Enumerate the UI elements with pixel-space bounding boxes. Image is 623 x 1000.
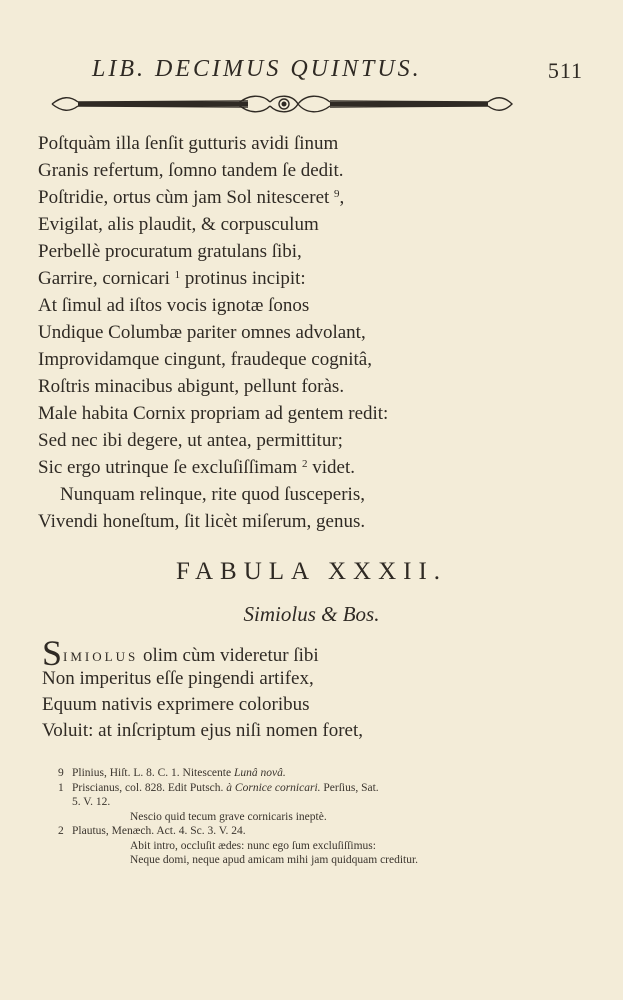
verse-line <box>38 157 578 184</box>
verse-line-text: Sed nec ibi degere, ut antea, permittitur; <box>38 430 343 451</box>
verse-line-tail: videt. <box>307 457 356 478</box>
footnote-ref: 2 <box>302 458 308 470</box>
verse-line: Voluit: at inſcriptum ejus niſi nomen foret, <box>42 720 364 741</box>
footnote <box>58 810 568 825</box>
footnote-ref: 1 <box>174 269 181 281</box>
verse-line <box>38 265 578 292</box>
footnote-text: Perſius, Sat. <box>320 781 379 794</box>
verse-line-tail: , <box>339 187 345 208</box>
verse-line <box>38 319 578 346</box>
footnote-number: 9 <box>58 767 64 779</box>
verse-line <box>38 508 578 535</box>
footnote <box>58 853 568 868</box>
footnote-number: 2 <box>58 825 64 837</box>
page-number: 511 <box>547 58 583 83</box>
verse-line-text: Garrire, cornicari <box>38 268 170 289</box>
verse-line-text: olim cùm videretur ſibi <box>138 645 319 666</box>
verse-line-text: Vivendi honeſtum, ſit licèt miſerum, genus. <box>38 511 366 532</box>
footnote <box>58 795 568 810</box>
footnote-number: 1 <box>58 781 64 794</box>
verse-line <box>38 400 578 427</box>
verse-line: Equum nativis exprimere coloribus <box>42 694 310 715</box>
verse-line <box>38 130 578 157</box>
footnote-text: Nescio quid tecum grave cornicaris ineptè. <box>130 810 327 823</box>
verse-block-1 <box>38 130 578 535</box>
verse-line-text: Perbellè procuratum gratulans ſibi, <box>38 241 302 262</box>
footnote-text: Neque domi, neque apud amicam mihi jam quidquam creditur. <box>130 854 419 866</box>
footnote-italic: Lunâ novâ. <box>233 767 286 779</box>
footnote-text: 5. V. 12. <box>72 796 111 808</box>
verse-block-2 <box>42 633 582 744</box>
fable-title: FABULA XXXII. <box>175 558 448 585</box>
verse-line <box>38 211 578 238</box>
footnote-ref: 9 <box>334 188 340 200</box>
verse-line-text: Evigilat, alis plaudit, & corpusculum <box>38 214 319 235</box>
footnote <box>58 781 568 796</box>
verse-line <box>38 454 578 481</box>
verse-line <box>38 238 578 265</box>
verse-line-text: At ſimul ad iſtos vocis ignotæ ſonos <box>38 295 310 316</box>
verse-line-text: Improvidamque cingunt, fraudeque cognitâ, <box>38 349 372 370</box>
footnote-text: Abit intro, occluſit ædes: nunc ego ſum excluſiſſimus: <box>130 839 376 852</box>
verse-line <box>38 481 578 508</box>
verse-line-text: Male habita Cornix propriam ad gentem redit: <box>38 403 389 424</box>
verse-line <box>38 346 578 373</box>
drop-cap: S <box>42 633 63 673</box>
verse-line-text: Poſtquàm illa ſenſit gutturis avidi ſinum <box>38 133 339 154</box>
footnote-italic: à Cornice cornicari. <box>226 781 321 794</box>
verse-line: Non imperitus eſſe pingendi artifex, <box>42 668 314 689</box>
footnote <box>58 839 568 854</box>
footnote-text: Plautus, Menæch. Act. 4. Sc. 3. V. 24. <box>72 825 246 837</box>
footnote <box>58 824 568 839</box>
verse-line-text: Poſtridie, ortus cùm jam Sol nitesceret <box>38 187 330 208</box>
verse-line-text: Sic ergo utrinque ſe excluſiſſimam <box>38 457 298 478</box>
fable-subtitle: Simiolus & Bos. <box>243 602 380 626</box>
verse-line <box>38 427 578 454</box>
verse-line <box>38 184 578 211</box>
verse-line-text: Undique Columbæ pariter omnes advolant, <box>38 322 366 343</box>
footnote <box>58 766 568 781</box>
footnote-text: Plinius, Hiſt. L. 8. C. 1. Nitescente <box>72 767 234 779</box>
running-head <box>92 56 583 86</box>
verse-line <box>38 292 578 319</box>
small-caps-word: IMIOLUS <box>63 649 139 664</box>
verse-line-text: Nunquam relinque, rite quod ſusceperis, <box>60 484 365 505</box>
verse-line-tail: protinus incipit: <box>180 268 306 289</box>
ornament-rule-icon <box>48 92 516 116</box>
footnote-text: Priscianus, col. 828. Edit Putsch. <box>72 781 227 794</box>
verse-line-text: Granis refertum, ſomno tandem ſe dedit. <box>38 160 344 181</box>
verse-line-text: Roſtris minacibus abigunt, pellunt foràs. <box>38 376 345 397</box>
verse-line <box>38 373 578 400</box>
footnotes <box>58 766 568 868</box>
running-title: LIB. DECIMUS QUINTUS. <box>92 56 422 82</box>
verse-line <box>42 633 582 673</box>
